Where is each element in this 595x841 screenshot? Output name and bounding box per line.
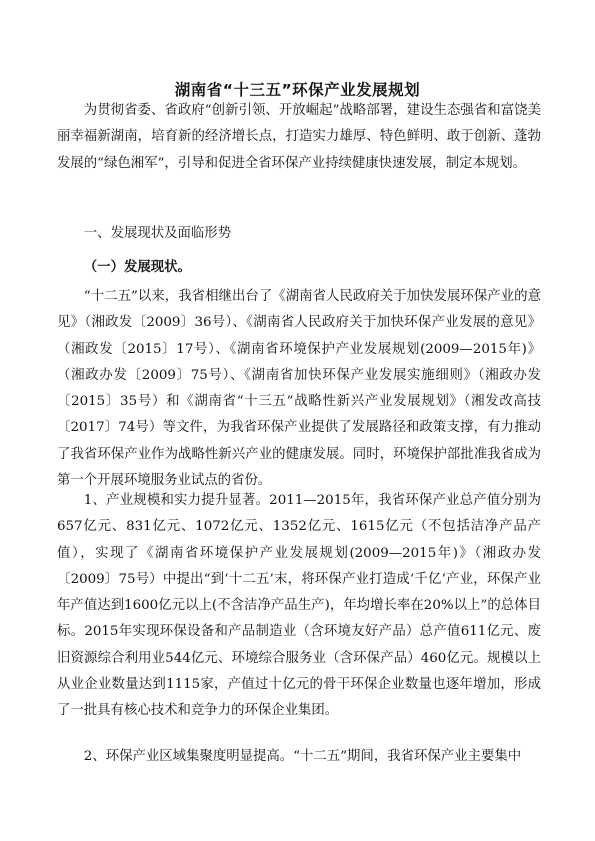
intro-paragraph: 为贯彻省委、省政府“创新引领、开放崛起”战略部署，建设生态强省和富饶美丽幸福新湖南，培育新的经济增长点，打造实力雄厚、特色鲜明、敢于创新、蓬勃发展的“绿色湘军”，引导和促进全省环保产业持续健康快速发展，制定本规划。: [57, 103, 541, 171]
industry-scale-paragraph: 1、产业规模和实力提升显著。2011—2015年，我省环保产业总产值分别为657亿元、831亿元、1072亿元、1352亿元、1615亿元（不包括洁净产品产值），实现了《湖南省环境保护产业发展规划(2009—2015年)》（湘政办发〔2009〕75号）中提出“到‘十二五’末，将环保产业打造成‘千亿’产业，环保产业年产值达到1600亿元以上(不含洁净产品生产)，年均增长率在20%以上”的总体目标。2015年实现环保设备和产品制造业（含环境友好产品）总产值611亿元、废旧资源综合利用业544亿元、环境综合服务业（含环保产品）460亿元。规模以上从业企业数量达到1115家，产值过十亿元的骨干环保企业数量也逐年增加，形成了一批具有核心技术和竞争力的环保企业集团。: [57, 493, 541, 719]
section-heading: 一、发展现状及面临形势: [83, 226, 232, 241]
regional-cluster-paragraph: 2、环保产业区域集聚度明显提高。“十二五”期间，我省环保产业主要集中: [83, 749, 522, 764]
policy-paragraph: “十二五”以来，我省相继出台了《湖南省人民政府关于加快发展环保产业的意见》（湘政发〔2009〕36号）、《湖南省人民政府关于加快环保产业发展的意见》（湘政发〔2015〕17号）、《湖南省环境保护产业发展规划(2009—2015年)》（湘政办发〔2009〕75号）、《湖南省加快环保产业发展实施细则》（湘政办发〔2015〕35号）和《湖南省“十三五”战略性新兴产业发展规划》（湘发改高技〔2017〕74号）等文件，为我省环保产业提供了发展路径和政策支撑，有力推动了我省环保产业作为战略性新兴产业的健康发展。同时，环境保护部批准我省成为第一个开展环境服务业试点的省份。: [57, 289, 541, 489]
subsection-heading: （一）发展现状。: [83, 260, 191, 275]
document-title: 湖南省“十三五”环保产业发展规划: [174, 81, 421, 99]
